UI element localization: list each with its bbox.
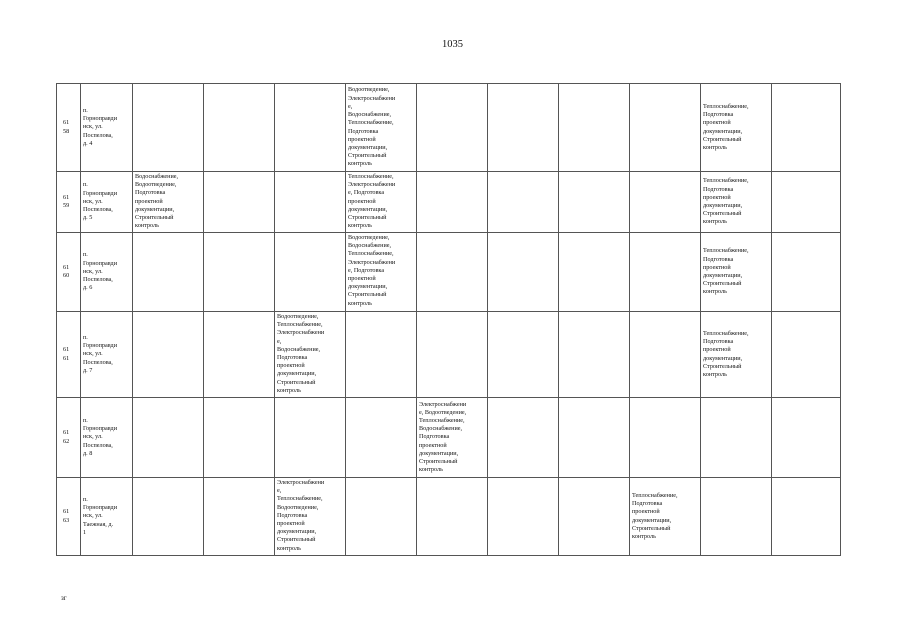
work-cell (417, 233, 488, 312)
row-number: 61 63 (57, 478, 81, 556)
work-cell: Электроснабжени е, Водоотведение, Теплоснабжение, Водоснабжение, Подготовка проектной документации, Строительный контроль (417, 398, 488, 478)
work-cell (133, 233, 204, 312)
work-cell: Водоснабжение, Водоотведение, Подготовка проектной документации, Строительный контроль (133, 172, 204, 233)
work-cell (275, 233, 346, 312)
work-cell (488, 233, 559, 312)
work-cell (559, 398, 630, 478)
work-cell (772, 172, 841, 233)
work-cell (133, 312, 204, 398)
work-cell (630, 398, 701, 478)
work-cell (204, 233, 275, 312)
work-cell (772, 312, 841, 398)
work-cell (701, 478, 772, 556)
footer-mark: зг (61, 594, 67, 602)
table-row (57, 312, 841, 398)
work-cell (204, 172, 275, 233)
table-row (57, 84, 841, 172)
work-cell (772, 398, 841, 478)
work-cell (133, 478, 204, 556)
work-cell: Водоотведение, Теплоснабжение, Электроснабжени е, Водоснабжение, Подготовка проектной документации, Строительный контроль (275, 312, 346, 398)
work-cell: Теплоснабжение, Подготовка проектной документации, Строительный контроль (701, 84, 772, 172)
work-cell (133, 398, 204, 478)
table-row (57, 478, 841, 556)
work-cell: Водоотведение, Электроснабжени е, Водоснабжение, Теплоснабжение, Подготовка проектной документации, Строительный контроль (346, 84, 417, 172)
work-cell (630, 84, 701, 172)
work-cell (275, 84, 346, 172)
work-cell (559, 312, 630, 398)
work-cell (772, 478, 841, 556)
row-number: 61 62 (57, 398, 81, 478)
table-row (57, 398, 841, 478)
work-cell (417, 478, 488, 556)
work-cell (772, 233, 841, 312)
work-cell (772, 84, 841, 172)
work-cell: Теплоснабжение, Подготовка проектной документации, Строительный контроль (701, 172, 772, 233)
work-cell (417, 84, 488, 172)
work-cell (559, 478, 630, 556)
work-cell (204, 312, 275, 398)
work-cell: Электроснабжени е, Теплоснабжение, Водоотведение, Подготовка проектной документации, Строительный контроль (275, 478, 346, 556)
work-cell (346, 312, 417, 398)
work-cell (204, 478, 275, 556)
row-number: 61 58 (57, 84, 81, 172)
work-cell: Теплоснабжение, Подготовка проектной документации, Строительный контроль (701, 312, 772, 398)
work-cell (417, 312, 488, 398)
address-cell: п. Горноправди нск, ул. Поспелова, д. 7 (81, 312, 133, 398)
table-row (57, 172, 841, 233)
row-number: 61 59 (57, 172, 81, 233)
repair-schedule-table (56, 83, 841, 556)
work-cell (559, 84, 630, 172)
work-cell (630, 172, 701, 233)
row-number: 61 61 (57, 312, 81, 398)
work-cell: Теплоснабжение, Подготовка проектной документации, Строительный контроль (630, 478, 701, 556)
address-cell: п. Горноправди нск, ул. Поспелова, д. 4 (81, 84, 133, 172)
work-cell (417, 172, 488, 233)
address-cell: п. Горноправди нск, ул. Поспелова, д. 5 (81, 172, 133, 233)
work-cell (275, 398, 346, 478)
table-row (57, 233, 841, 312)
work-cell (559, 172, 630, 233)
address-cell: п. Горноправди нск, ул. Таежная, д. 1 (81, 478, 133, 556)
work-cell (488, 84, 559, 172)
work-cell (204, 398, 275, 478)
work-cell (488, 312, 559, 398)
address-cell: п. Горноправди нск, ул. Поспелова, д. 8 (81, 398, 133, 478)
work-cell: Теплоснабжение, Подготовка проектной документации, Строительный контроль (701, 233, 772, 312)
work-cell: Водоотведение, Водоснабжение, Теплоснабжение, Электроснабжени е, Подготовка проектной документации, Строительный контроль (346, 233, 417, 312)
work-cell (488, 478, 559, 556)
work-cell (346, 398, 417, 478)
work-cell (488, 398, 559, 478)
work-cell (133, 84, 204, 172)
work-cell (559, 233, 630, 312)
work-cell (488, 172, 559, 233)
row-number: 61 60 (57, 233, 81, 312)
work-cell: Теплоснабжение, Электроснабжени е, Подготовка проектной документации, Строительный контроль (346, 172, 417, 233)
work-cell (204, 84, 275, 172)
work-cell (275, 172, 346, 233)
page-number: 1035 (442, 39, 463, 50)
address-cell: п. Горноправди нск, ул. Поспелова, д. 6 (81, 233, 133, 312)
work-cell (630, 312, 701, 398)
work-cell (701, 398, 772, 478)
work-cell (630, 233, 701, 312)
work-cell (346, 478, 417, 556)
